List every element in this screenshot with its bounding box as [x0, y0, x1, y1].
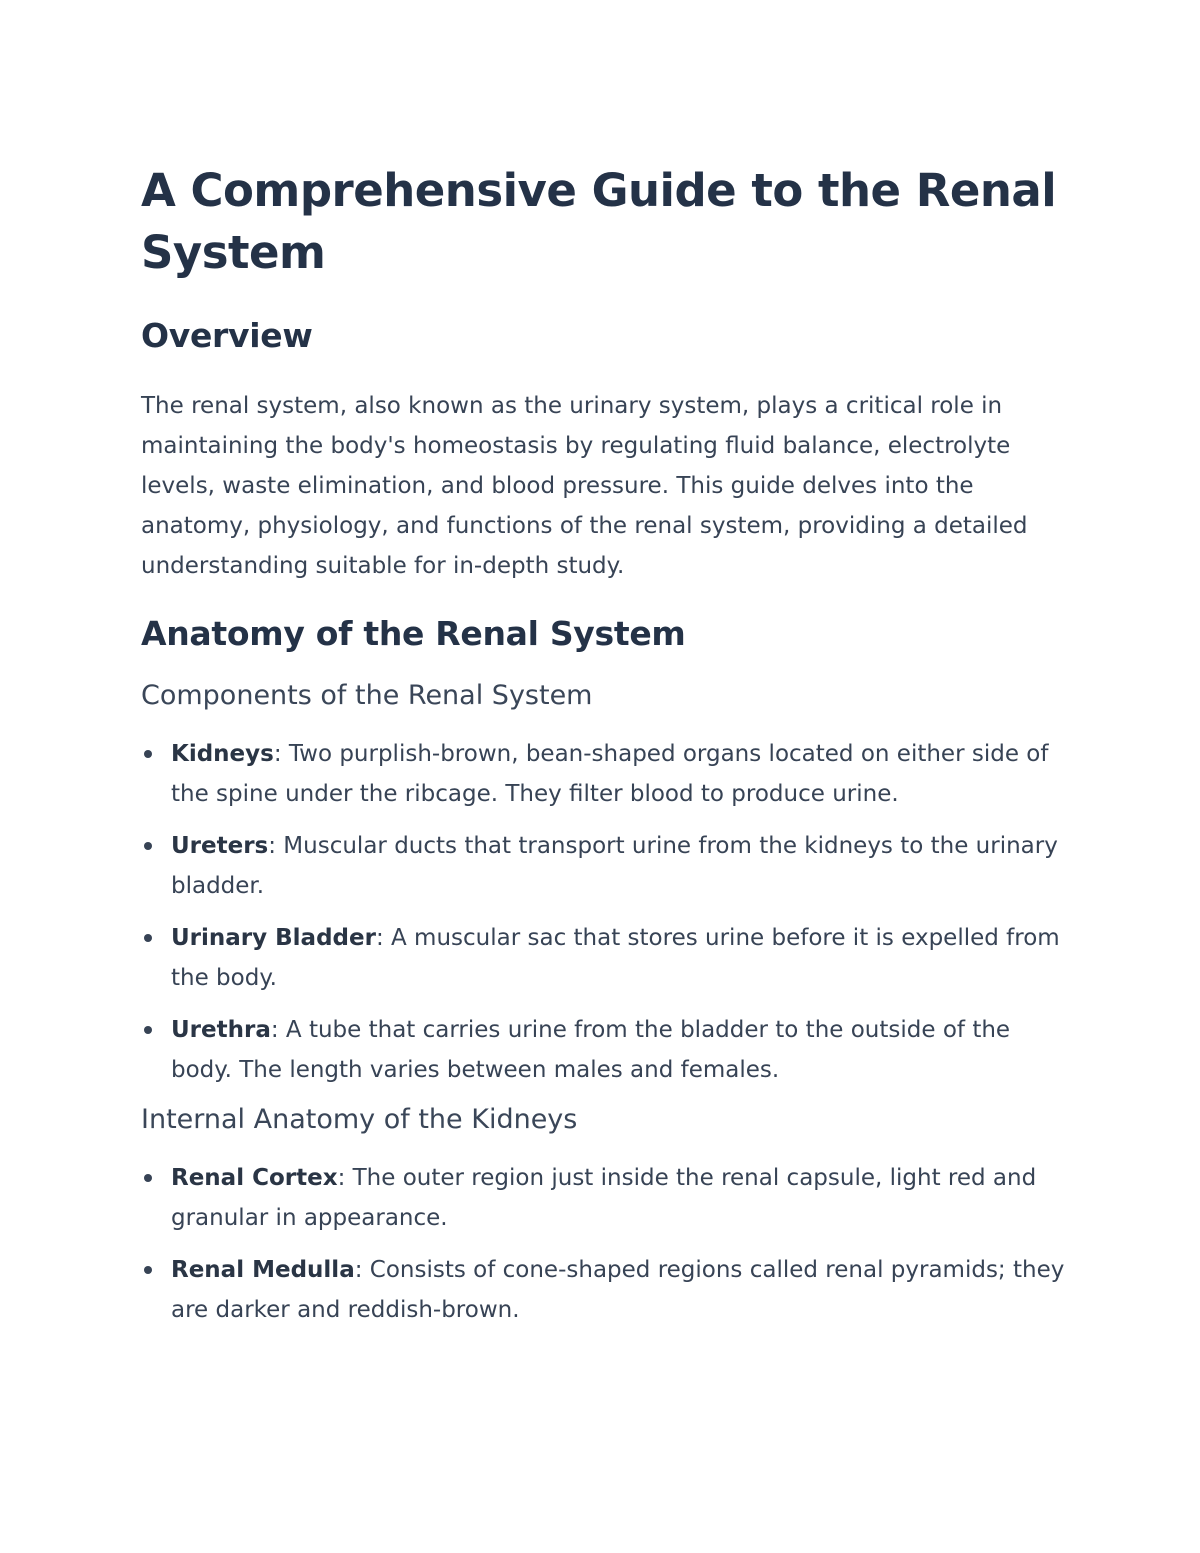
list-item-term: Kidneys — [171, 741, 274, 767]
document-page — [141, 160, 1066, 1342]
list-item-desc: : The outer region just inside the renal capsule, light red and granular in appearance. — [171, 1165, 1037, 1231]
internal-anatomy-list — [141, 1158, 1066, 1330]
bullet-icon — [144, 1026, 152, 1034]
list-item-desc: : Two purplish-brown, bean-shaped organs located on either side of the spine under the ribcage. They filter blood to produce urine. — [171, 741, 1049, 807]
anatomy-heading: Anatomy of the Renal System — [141, 614, 686, 653]
bullet-icon — [144, 842, 152, 850]
list-item — [141, 918, 1066, 998]
list-item — [141, 1158, 1066, 1238]
bullet-icon — [144, 934, 152, 942]
components-list — [141, 734, 1066, 1090]
list-item-term: Urethra — [171, 1017, 271, 1043]
internal-anatomy-heading: Internal Anatomy of the Kidneys — [141, 1104, 578, 1135]
bullet-icon — [144, 1174, 152, 1182]
overview-paragraph: The renal system, also known as the urinary system, plays a critical role in maintaining the body's homeostasis by regulating fluid balance, electrolyte levels, waste elimination, and blood pressure. This guide delves into the anatomy, physiology, and functions of the renal system, providing a detailed understanding suitable for in-depth study. — [141, 393, 1028, 579]
list-item-desc: : Consists of cone-shaped regions called renal pyramids; they are darker and reddish-brown. — [171, 1257, 1065, 1323]
components-heading: Components of the Renal System — [141, 680, 593, 711]
list-item-desc: : A tube that carries urine from the bladder to the outside of the body. The length varies between males and females. — [171, 1017, 1011, 1083]
overview-heading: Overview — [141, 316, 313, 355]
list-item-term: Ureters — [171, 833, 269, 859]
document-title: A Comprehensive Guide to the Renal System — [141, 164, 1057, 279]
bullet-icon — [144, 750, 152, 758]
list-item — [141, 1250, 1066, 1330]
list-item-term: Urinary Bladder — [171, 925, 376, 951]
bullet-icon — [144, 1266, 152, 1274]
list-item — [141, 734, 1066, 814]
list-item — [141, 826, 1066, 906]
list-item — [141, 1010, 1066, 1090]
list-item-desc: : Muscular ducts that transport urine from the kidneys to the urinary bladder. — [171, 833, 1058, 899]
list-item-desc: : A muscular sac that stores urine before it is expelled from the body. — [171, 925, 1060, 991]
list-item-term: Renal Cortex — [171, 1165, 338, 1191]
list-item-term: Renal Medulla — [171, 1257, 355, 1283]
